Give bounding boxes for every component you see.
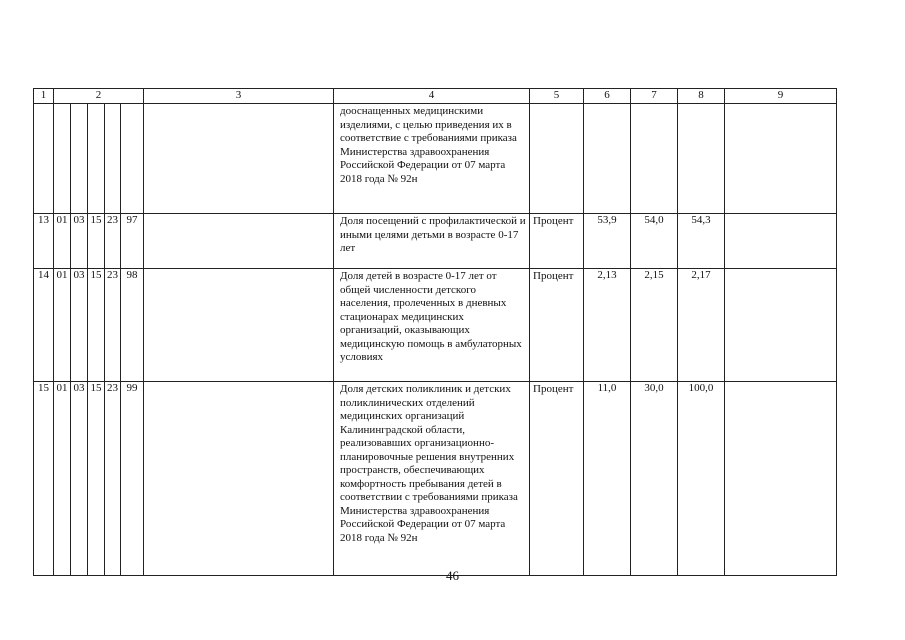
cell-empty [144, 269, 334, 382]
header-cell-4: 4 [334, 89, 530, 104]
table-row-continued [34, 104, 837, 214]
header-cell-8: 8 [678, 89, 725, 104]
header-cell-6: 6 [584, 89, 631, 104]
code-cell: 23 [105, 269, 121, 382]
value-col6: 11,0 [584, 382, 631, 576]
code-cell: 01 [54, 269, 71, 382]
cell-code [105, 104, 121, 214]
cell-code [54, 104, 71, 214]
cell-code [71, 104, 88, 214]
cell-value [631, 104, 678, 214]
unit-text: Процент [530, 382, 584, 576]
code-cell: 01 [54, 214, 71, 269]
cell-empty [144, 382, 334, 576]
code-cell: 15 [88, 214, 105, 269]
code-cell: 23 [105, 382, 121, 576]
page-number: 46 [446, 568, 459, 583]
table-row [34, 382, 837, 576]
code-cell: 98 [121, 269, 144, 382]
cell-code [88, 104, 105, 214]
note-cell [725, 214, 837, 269]
code-cell: 03 [71, 214, 88, 269]
table-row [34, 269, 837, 382]
code-cell: 15 [88, 382, 105, 576]
header-cell-3: 3 [144, 89, 334, 104]
value-col6: 53,9 [584, 214, 631, 269]
row-number: 14 [34, 269, 54, 382]
cell-value [584, 104, 631, 214]
indicators-table [33, 88, 837, 576]
value-col7: 30,0 [631, 382, 678, 576]
code-cell: 23 [105, 214, 121, 269]
header-cell-2: 2 [54, 89, 144, 104]
header-cell-5: 5 [530, 89, 584, 104]
cell-unit [530, 104, 584, 214]
code-cell: 01 [54, 382, 71, 576]
indicator-text: дооснащенных медицинскими изделиями, с целью приведения их в соответствие с требованиями приказа Министерства здравоохранения Российской Федерации от 07 марта 2018 года № 92н [334, 104, 530, 214]
cell-value [678, 104, 725, 214]
value-col8: 2,17 [678, 269, 725, 382]
unit-text: Процент [530, 214, 584, 269]
note-cell [725, 382, 837, 576]
code-cell: 03 [71, 382, 88, 576]
indicator-text: Доля детей в возрасте 0-17 лет от общей численности детского населения, пролеченных в дневных стационарах медицинских организаций, оказывающих медицинскую помощь в амбулаторных условиях [334, 269, 530, 382]
note-cell [725, 269, 837, 382]
code-cell: 15 [88, 269, 105, 382]
code-cell: 99 [121, 382, 144, 576]
header-cell-9: 9 [725, 89, 837, 104]
value-col8: 100,0 [678, 382, 725, 576]
header-cell-7: 7 [631, 89, 678, 104]
cell-empty [144, 104, 334, 214]
header-cell-1: 1 [34, 89, 54, 104]
value-col6: 2,13 [584, 269, 631, 382]
value-col7: 2,15 [631, 269, 678, 382]
value-col8: 54,3 [678, 214, 725, 269]
cell-num [34, 104, 54, 214]
table-row [34, 214, 837, 269]
unit-text: Процент [530, 269, 584, 382]
cell-code [121, 104, 144, 214]
code-cell: 03 [71, 269, 88, 382]
row-number: 15 [34, 382, 54, 576]
cell-empty [144, 214, 334, 269]
row-number: 13 [34, 214, 54, 269]
table-header-row [34, 89, 837, 104]
code-cell: 97 [121, 214, 144, 269]
cell-note [725, 104, 837, 214]
value-col7: 54,0 [631, 214, 678, 269]
indicator-text: Доля посещений с профилактической и иными целями детьми в возрасте 0-17 лет [334, 214, 530, 269]
indicator-text: Доля детских поликлиник и детских поликлинических отделений медицинских организаций Калининградской области, реализовавших организационно-планировочные решения внутренних пространств, обеспечивающих комфортность пребывания детей в соответствии с требованиями приказа Министерства здравоохранения Российской Федерации от 07 марта 2018 года № 92н [334, 382, 530, 576]
